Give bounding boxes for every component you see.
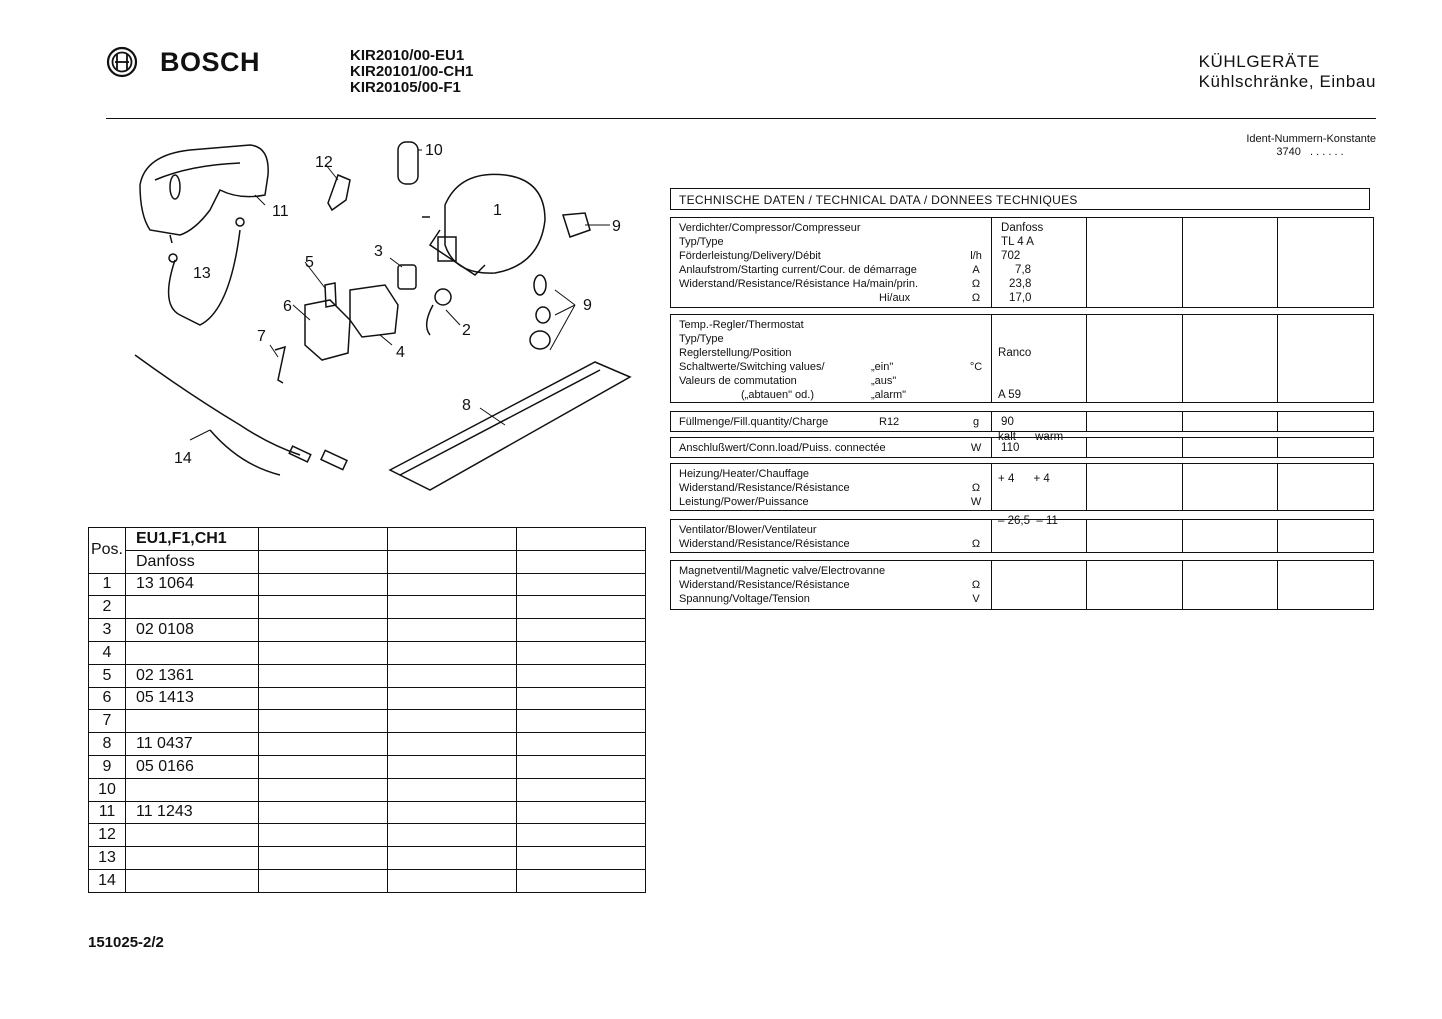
mounting-rail-drawing: [390, 362, 630, 490]
pos-header: Pos.: [89, 528, 126, 574]
clamp-drawing: [275, 347, 285, 383]
ident-value: 3740: [1276, 146, 1301, 158]
callout-8: 8: [462, 397, 471, 414]
callout-2: 2: [462, 322, 471, 339]
callout-9: 9: [612, 218, 621, 235]
brand-name: BOSCH: [160, 46, 261, 77]
table-row: 1 13 1064: [89, 573, 646, 596]
heater-block: Heizung/Heater/Chauffage Widerstand/Resistance/Résistance Ω Leistung/Power/Puissance W: [670, 463, 1374, 511]
table-row: 10: [89, 778, 646, 801]
variant-header: EU1,F1,CH1: [126, 528, 259, 551]
relay-box-drawing: [350, 285, 398, 337]
model-list: [350, 48, 473, 96]
table-row: 5 02 1361: [89, 664, 646, 687]
evaporator-housing-drawing: [140, 145, 268, 243]
thermostat-block: Temp.-Regler/Thermostat Typ/Type Reglerstellung/Position Schaltwerte/Switching values/ „ein" °C Valeurs de commutation „aus" („abtauen" od.) „alarm" Ranco A 59 kalt warm + 4 + 4 – 26,5 – 11: [670, 314, 1374, 403]
parts-table: [88, 527, 646, 893]
table-row: 3 02 0108: [89, 619, 646, 642]
bosch-armature-icon: [106, 46, 138, 78]
model-number: KIR20101/00-CH1: [350, 63, 474, 80]
ident-label: Ident-Nummern-Konstante: [1246, 133, 1376, 145]
table-row: 4: [89, 641, 646, 664]
power-cable-drawing: [135, 355, 300, 455]
model-number: KIR2010/00-EU1: [350, 47, 465, 64]
model-number: KIR20105/00-F1: [350, 79, 461, 96]
thermostat-values: Ranco A 59 kalt warm + 4 + 4 – 26,5 – 11: [992, 315, 1087, 402]
callout-14: 14: [174, 450, 192, 467]
bracket-drawing: [328, 175, 350, 210]
callout-10: 10: [425, 142, 443, 159]
callout-1: 1: [493, 202, 502, 219]
table-row: 9 05 0166: [89, 755, 646, 778]
magnetic-valve-block: Magnetventil/Magnetic valve/Electrovanne Widerstand/Resistance/Résistance Ω Spannung/Voltage/Tension V: [670, 560, 1374, 610]
callout-6: 6: [283, 298, 292, 315]
category-block: [1199, 52, 1376, 92]
ident-placeholder: . . . . . .: [1310, 146, 1344, 158]
header-divider: [106, 118, 1376, 119]
ident-block: [1246, 133, 1376, 159]
category-title: KÜHLGERÄTE: [1198, 52, 1320, 71]
fill-quantity-block: Füllmenge/Fill.quantity/Charge R12 g 90: [670, 411, 1374, 432]
table-row: 14: [89, 869, 646, 892]
callout-4: 4: [396, 344, 405, 361]
compressor-block: Verdichter/Compressor/Compresseur Typ/Type Förderleistung/Delivery/Débit l/h Anlaufstrom/Starting current/Cour. de démarrage A Widerstand/Resistance/Résistance Ha/main/prin. Ω Hi/aux Ω Danfoss TL 4 A 702 7,8 23,8 17,0: [670, 217, 1374, 308]
table-row: 2: [89, 596, 646, 619]
callout-12: 13: [193, 265, 211, 282]
exploded-parts-diagram: [100, 125, 660, 510]
brand: [106, 46, 260, 78]
table-row: 6 05 1413: [89, 687, 646, 710]
callout-11: 11: [272, 203, 289, 220]
overload-protector-drawing: [435, 289, 451, 305]
callout-9: 9: [583, 297, 592, 314]
variant-subheader: Danfoss: [126, 550, 259, 573]
blower-block: Ventilator/Blower/Ventilateur Widerstand/Resistance/Résistance Ω: [670, 519, 1374, 553]
category-subtitle: Kühlschränke, Einbau: [1198, 72, 1376, 91]
protective-cover-drawing: [305, 300, 350, 360]
table-row: 11 11 1243: [89, 801, 646, 824]
foot-drawing: [534, 275, 546, 295]
callout-7: 7: [257, 328, 266, 345]
connected-load-block: Anschlußwert/Conn.load/Puiss. connectée W 110: [670, 437, 1374, 458]
callout-13: 12: [315, 154, 333, 171]
document-number: 151025-2/2: [88, 934, 164, 951]
table-row: 13: [89, 847, 646, 870]
relay-drawing: [398, 265, 416, 289]
table-row: 12: [89, 824, 646, 847]
capacitor-drawing: [398, 142, 418, 184]
callout-3: 3: [374, 243, 383, 260]
compressor-drawing: [422, 174, 545, 275]
compressor-values: Danfoss TL 4 A 702 7,8 23,8 17,0: [992, 218, 1087, 307]
table-row: 8 11 0437: [89, 733, 646, 756]
table-row: 7: [89, 710, 646, 733]
tech-data-title: TECHNISCHE DATEN / TECHNICAL DATA / DONNEES TECHNIQUES: [670, 188, 1370, 210]
callout-5: 5: [305, 254, 314, 271]
